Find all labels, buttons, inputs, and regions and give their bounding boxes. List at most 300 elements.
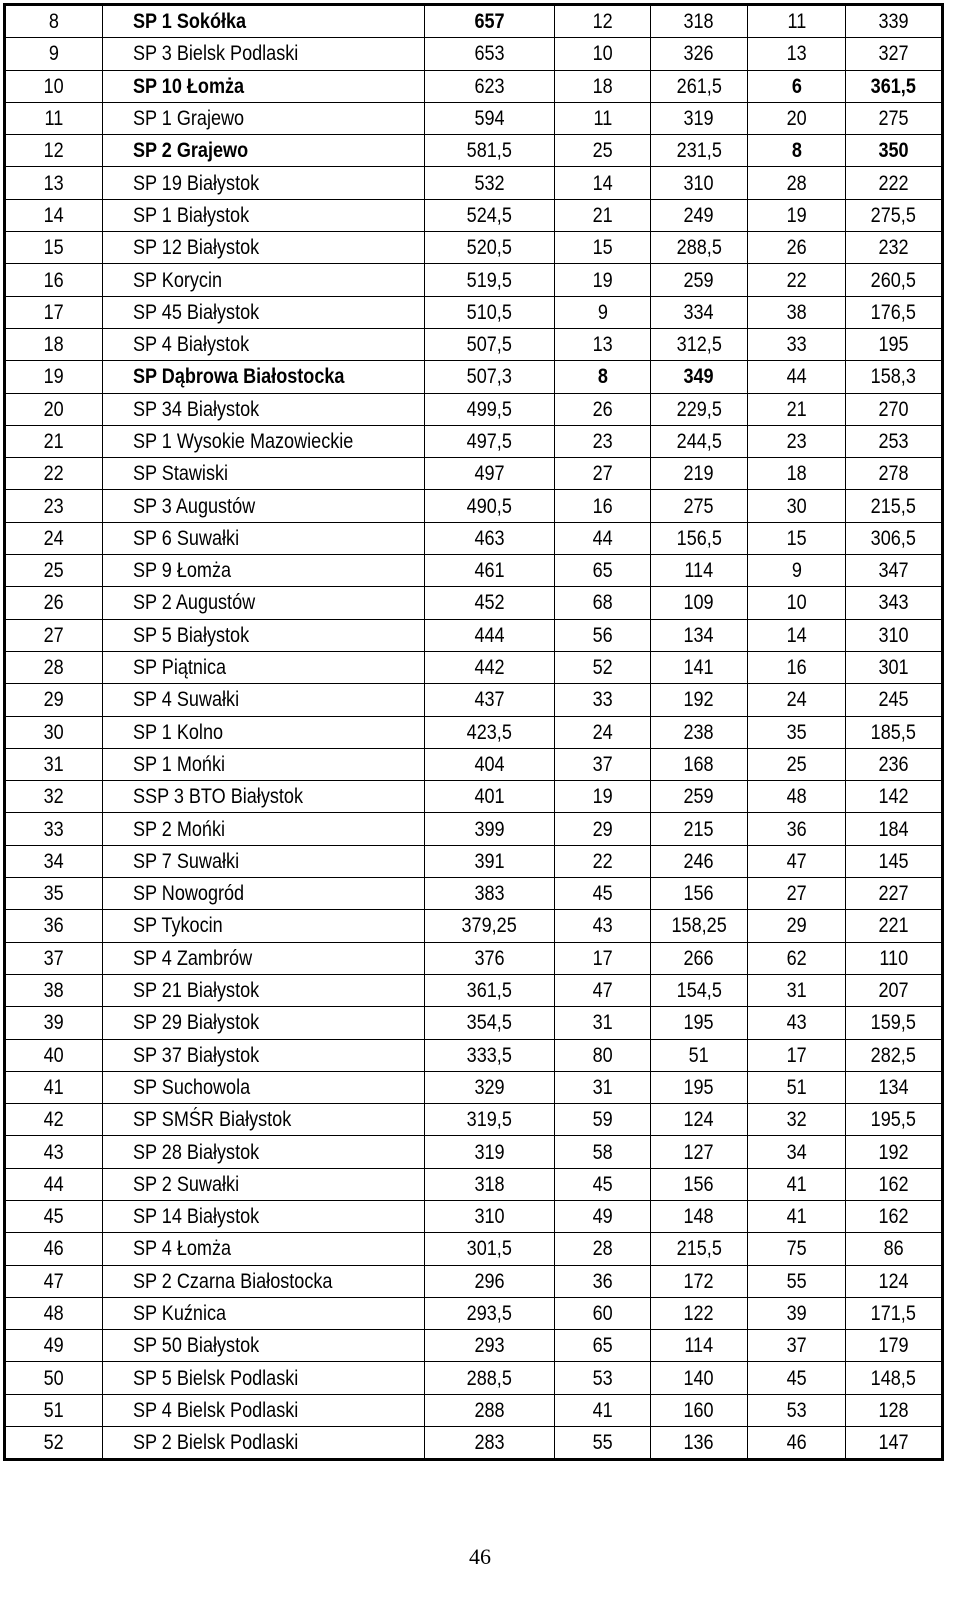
rank-a-cell-text: 13: [592, 333, 613, 357]
total-points-cell-text: 296: [474, 1269, 505, 1293]
school-name-cell-text: SP Suchowola: [133, 1075, 251, 1099]
school-name-cell-text: SP 1 Mońki: [133, 752, 226, 776]
score-b-cell: [846, 716, 943, 748]
rank-cell: [5, 1200, 103, 1232]
rank-cell: [5, 199, 103, 231]
rank-b-cell-text: 15: [786, 526, 807, 550]
school-name-cell: [103, 1104, 425, 1136]
rank-cell-text: 44: [43, 1172, 65, 1196]
rank-b-cell-text: 23: [786, 430, 807, 453]
rank-cell-text: 43: [43, 1140, 65, 1164]
table-row: [5, 1007, 943, 1039]
school-name-cell-text: SSP 3 BTO Białystok: [133, 785, 303, 809]
score-b-cell-text: 232: [878, 236, 909, 260]
total-points-cell-text: 594: [474, 107, 505, 131]
score-a-cell: [651, 1330, 748, 1362]
score-a-cell-text: 249: [683, 203, 715, 227]
school-name-cell: [103, 135, 425, 167]
total-points-cell: [425, 587, 555, 619]
rank-cell: [5, 393, 103, 425]
rank-a-cell-text: 45: [592, 882, 613, 906]
total-points-cell: [425, 296, 555, 328]
table-row: [5, 458, 943, 490]
school-name-cell: [103, 70, 425, 102]
school-name-cell: [103, 1394, 425, 1426]
rank-b-cell: [748, 458, 846, 490]
rank-b-cell-text: 55: [786, 1269, 807, 1293]
rank-b-cell: [748, 974, 846, 1006]
score-b-cell-text: 142: [878, 785, 909, 809]
rank-cell-text: 45: [43, 1205, 65, 1229]
score-b-cell: [846, 522, 943, 554]
rank-b-cell-text: 36: [786, 817, 807, 841]
total-points-cell: [425, 748, 555, 780]
rank-b-cell: [748, 361, 846, 393]
rank-b-cell-text: 28: [786, 171, 807, 195]
table-row: [5, 555, 943, 587]
rank-a-cell-text: 55: [592, 1431, 613, 1455]
rank-b-cell: [748, 264, 846, 296]
rank-cell: [5, 1168, 103, 1200]
rank-b-cell-text: 18: [786, 462, 807, 486]
total-points-cell-text: 657: [474, 10, 505, 34]
score-a-cell-text: 275: [683, 494, 715, 518]
rank-cell-text: 19: [43, 365, 65, 389]
rank-b-cell: [748, 425, 846, 457]
total-points-cell-text: 490,5: [466, 494, 513, 518]
rank-cell-text: 46: [43, 1237, 65, 1261]
score-b-cell: [846, 587, 943, 619]
school-name-cell: [103, 845, 425, 877]
rank-cell-text: 24: [43, 526, 65, 550]
score-b-cell-text: 207: [878, 979, 909, 1003]
rank-cell-text: 39: [43, 1011, 65, 1035]
rank-a-cell-text: 29: [592, 817, 613, 841]
total-points-cell: [425, 393, 555, 425]
total-points-cell-text: 283: [474, 1431, 505, 1455]
score-a-cell: [651, 5, 748, 38]
rank-cell: [5, 1136, 103, 1168]
school-name-cell-text: SP 28 Białystok: [133, 1140, 260, 1164]
score-b-cell: [846, 490, 943, 522]
score-a-cell-text: 266: [683, 946, 715, 970]
school-name-cell-text: SP 19 Białystok: [133, 171, 260, 195]
table-row: [5, 748, 943, 780]
total-points-cell-text: 581,5: [466, 139, 513, 163]
rank-a-cell: [555, 135, 651, 167]
total-points-cell: [425, 264, 555, 296]
rank-a-cell: [555, 748, 651, 780]
rank-b-cell: [748, 619, 846, 651]
school-name-cell-text: SP Piątnica: [133, 656, 227, 680]
results-table-body: [5, 5, 943, 1460]
score-b-cell-text: 347: [878, 559, 909, 583]
score-b-cell-text: 221: [878, 914, 909, 938]
total-points-cell-text: 404: [474, 752, 505, 776]
rank-b-cell: [748, 1168, 846, 1200]
rank-b-cell-text: 19: [786, 203, 807, 227]
score-b-cell-text: 162: [878, 1205, 909, 1229]
score-b-cell: [846, 361, 943, 393]
total-points-cell: [425, 490, 555, 522]
school-name-cell: [103, 748, 425, 780]
score-a-cell: [651, 587, 748, 619]
rank-b-cell-text: 14: [786, 623, 807, 647]
rank-cell: [5, 1233, 103, 1265]
rank-cell: [5, 942, 103, 974]
score-a-cell: [651, 1427, 748, 1460]
rank-cell-text: 38: [43, 979, 65, 1003]
score-a-cell-text: 259: [683, 268, 715, 292]
rank-b-cell-text: 13: [786, 42, 807, 66]
total-points-cell-text: 288,5: [466, 1366, 513, 1390]
rank-a-cell: [555, 1394, 651, 1426]
score-b-cell: [846, 974, 943, 1006]
school-name-cell: [103, 587, 425, 619]
total-points-cell: [425, 813, 555, 845]
total-points-cell: [425, 845, 555, 877]
school-name-cell: [103, 619, 425, 651]
rank-a-cell: [555, 522, 651, 554]
school-name-cell: [103, 1330, 425, 1362]
score-b-cell-text: 171,5: [870, 1302, 917, 1326]
score-a-cell: [651, 458, 748, 490]
rank-b-cell: [748, 1200, 846, 1232]
rank-a-cell: [555, 1071, 651, 1103]
school-name-cell: [103, 1233, 425, 1265]
score-b-cell: [846, 1136, 943, 1168]
score-b-cell-text: 134: [878, 1075, 909, 1099]
score-b-cell: [846, 1168, 943, 1200]
rank-cell: [5, 878, 103, 910]
school-name-cell-text: SP Kuźnica: [133, 1302, 227, 1326]
total-points-cell-text: 497,5: [466, 430, 513, 453]
rank-cell-text: 29: [43, 688, 65, 712]
table-row: [5, 167, 943, 199]
table-row: [5, 587, 943, 619]
total-points-cell-text: 463: [474, 526, 505, 550]
rank-a-cell: [555, 361, 651, 393]
rank-b-cell-text: 35: [786, 720, 807, 744]
score-a-cell-text: 172: [683, 1269, 715, 1293]
rank-b-cell: [748, 587, 846, 619]
score-b-cell: [846, 684, 943, 716]
rank-cell-text: 15: [43, 236, 65, 260]
rank-a-cell-text: 65: [592, 1334, 613, 1358]
rank-cell: [5, 102, 103, 134]
score-b-cell: [846, 910, 943, 942]
rank-cell-text: 23: [43, 494, 65, 518]
rank-a-cell: [555, 1362, 651, 1394]
rank-b-cell-text: 46: [786, 1431, 807, 1455]
table-row: [5, 1104, 943, 1136]
rank-cell: [5, 910, 103, 942]
table-row: [5, 942, 943, 974]
score-b-cell-text: 128: [878, 1398, 909, 1422]
rank-a-cell-text: 31: [592, 1075, 613, 1099]
school-name-cell-text: SP Dąbrowa Białostocka: [133, 365, 345, 389]
total-points-cell-text: 391: [474, 849, 505, 873]
rank-cell-text: 26: [43, 591, 65, 615]
rank-a-cell: [555, 1427, 651, 1460]
rank-b-cell: [748, 1362, 846, 1394]
total-points-cell-text: 499,5: [466, 397, 513, 421]
school-name-cell: [103, 781, 425, 813]
score-b-cell: [846, 102, 943, 134]
table-row: [5, 328, 943, 360]
rank-cell: [5, 845, 103, 877]
rank-b-cell-text: 26: [786, 236, 807, 260]
rank-b-cell-text: 22: [786, 268, 807, 292]
total-points-cell-text: 497: [474, 462, 505, 486]
rank-b-cell: [748, 1039, 846, 1071]
score-b-cell: [846, 555, 943, 587]
school-name-cell-text: SP 12 Białystok: [133, 236, 260, 260]
rank-b-cell-text: 31: [786, 979, 807, 1003]
rank-a-cell-text: 65: [592, 559, 613, 583]
results-table: [3, 3, 944, 1461]
rank-cell: [5, 587, 103, 619]
table-row: [5, 1039, 943, 1071]
score-b-cell-text: 124: [878, 1269, 909, 1293]
rank-b-cell: [748, 845, 846, 877]
score-b-cell: [846, 1427, 943, 1460]
score-b-cell-text: 215,5: [870, 494, 917, 518]
score-b-cell: [846, 264, 943, 296]
score-b-cell: [846, 1233, 943, 1265]
score-a-cell-text: 156,5: [676, 526, 722, 550]
score-a-cell-text: 349: [683, 365, 715, 389]
rank-a-cell: [555, 878, 651, 910]
score-b-cell-text: 270: [878, 397, 909, 421]
rank-b-cell: [748, 1071, 846, 1103]
rank-cell: [5, 328, 103, 360]
rank-a-cell: [555, 5, 651, 38]
score-a-cell-text: 310: [683, 171, 715, 195]
rank-cell: [5, 425, 103, 457]
rank-b-cell: [748, 490, 846, 522]
rank-cell: [5, 619, 103, 651]
total-points-cell: [425, 458, 555, 490]
school-name-cell: [103, 1297, 425, 1329]
rank-b-cell: [748, 716, 846, 748]
score-a-cell-text: 288,5: [676, 236, 722, 260]
score-b-cell: [846, 1039, 943, 1071]
total-points-cell: [425, 1007, 555, 1039]
score-b-cell-text: 176,5: [870, 300, 917, 324]
rank-cell: [5, 38, 103, 70]
score-a-cell-text: 326: [683, 42, 715, 66]
rank-a-cell-text: 21: [592, 203, 613, 227]
total-points-cell: [425, 1071, 555, 1103]
score-a-cell-text: 136: [683, 1431, 715, 1455]
rank-b-cell: [748, 167, 846, 199]
total-points-cell-text: 293,5: [466, 1302, 513, 1326]
score-a-cell: [651, 296, 748, 328]
school-name-cell-text: SP 2 Grajewo: [133, 139, 249, 163]
school-name-cell: [103, 684, 425, 716]
rank-cell: [5, 1362, 103, 1394]
rank-a-cell-text: 8: [597, 365, 608, 389]
score-b-cell-text: 236: [878, 752, 909, 776]
page-number: 46: [469, 1544, 491, 1569]
score-a-cell: [651, 522, 748, 554]
score-b-cell: [846, 70, 943, 102]
rank-b-cell-text: 20: [786, 107, 807, 131]
score-b-cell: [846, 1265, 943, 1297]
total-points-cell-text: 383: [474, 882, 505, 906]
school-name-cell: [103, 522, 425, 554]
rank-a-cell-text: 19: [592, 785, 613, 809]
score-a-cell: [651, 878, 748, 910]
total-points-cell: [425, 70, 555, 102]
total-points-cell-text: 333,5: [466, 1043, 513, 1067]
rank-a-cell: [555, 393, 651, 425]
score-b-cell-text: 275,5: [870, 203, 917, 227]
rank-b-cell: [748, 328, 846, 360]
score-b-cell: [846, 135, 943, 167]
rank-b-cell-text: 37: [786, 1334, 807, 1358]
score-a-cell: [651, 974, 748, 1006]
school-name-cell-text: SP 21 Białystok: [133, 979, 260, 1003]
score-b-cell-text: 310: [878, 623, 909, 647]
rank-b-cell: [748, 813, 846, 845]
total-points-cell: [425, 1168, 555, 1200]
score-b-cell: [846, 232, 943, 264]
rank-cell: [5, 781, 103, 813]
score-b-cell: [846, 5, 943, 38]
school-name-cell-text: SP 29 Białystok: [133, 1011, 260, 1035]
rank-a-cell-text: 19: [592, 268, 613, 292]
rank-b-cell: [748, 199, 846, 231]
total-points-cell: [425, 1233, 555, 1265]
school-name-cell-text: SP 6 Suwałki: [133, 526, 240, 550]
score-b-cell-text: 282,5: [870, 1043, 917, 1067]
school-name-cell-text: SP 34 Białystok: [133, 397, 260, 421]
rank-cell-text: 35: [43, 882, 65, 906]
rank-cell-text: 17: [43, 300, 65, 324]
rank-a-cell: [555, 974, 651, 1006]
score-a-cell: [651, 1168, 748, 1200]
rank-b-cell: [748, 393, 846, 425]
score-a-cell: [651, 845, 748, 877]
total-points-cell: [425, 232, 555, 264]
score-a-cell-text: 259: [683, 785, 715, 809]
score-a-cell-text: 154,5: [676, 979, 722, 1003]
score-a-cell: [651, 361, 748, 393]
score-a-cell: [651, 1136, 748, 1168]
score-b-cell: [846, 199, 943, 231]
rank-cell-text: 42: [43, 1108, 65, 1132]
score-a-cell: [651, 1265, 748, 1297]
total-points-cell: [425, 1265, 555, 1297]
table-row: [5, 684, 943, 716]
score-b-cell-text: 260,5: [870, 268, 917, 292]
table-row: [5, 1362, 943, 1394]
score-a-cell: [651, 490, 748, 522]
school-name-cell: [103, 393, 425, 425]
rank-a-cell: [555, 813, 651, 845]
score-a-cell-text: 109: [683, 591, 715, 615]
rank-a-cell: [555, 1039, 651, 1071]
total-points-cell: [425, 619, 555, 651]
table-row: [5, 878, 943, 910]
total-points-cell-text: 319: [474, 1140, 505, 1164]
total-points-cell: [425, 199, 555, 231]
score-b-cell: [846, 167, 943, 199]
school-name-cell: [103, 264, 425, 296]
total-points-cell-text: 452: [474, 591, 505, 615]
table-row: [5, 135, 943, 167]
score-a-cell-text: 156: [683, 882, 715, 906]
total-points-cell: [425, 425, 555, 457]
rank-a-cell: [555, 264, 651, 296]
score-a-cell-text: 334: [683, 300, 715, 324]
rank-b-cell-text: 43: [786, 1011, 807, 1035]
school-name-cell: [103, 1136, 425, 1168]
rank-a-cell-text: 56: [592, 623, 613, 647]
total-points-cell: [425, 1200, 555, 1232]
school-name-cell-text: SP 2 Bielsk Podlaski: [133, 1431, 299, 1455]
rank-cell: [5, 264, 103, 296]
score-b-cell-text: 195,5: [870, 1108, 917, 1132]
total-points-cell: [425, 781, 555, 813]
school-name-cell-text: SP 2 Augustów: [133, 591, 256, 615]
score-b-cell-text: 162: [878, 1172, 909, 1196]
rank-b-cell-text: 48: [786, 785, 807, 809]
rank-cell: [5, 813, 103, 845]
score-b-cell: [846, 38, 943, 70]
school-name-cell: [103, 199, 425, 231]
rank-a-cell-text: 16: [592, 494, 613, 518]
score-a-cell: [651, 1007, 748, 1039]
total-points-cell: [425, 716, 555, 748]
score-b-cell-text: 185,5: [870, 720, 917, 744]
score-b-cell: [846, 425, 943, 457]
rank-b-cell-text: 27: [786, 882, 807, 906]
rank-b-cell-text: 33: [786, 333, 807, 357]
rank-a-cell-text: 18: [592, 74, 613, 98]
score-a-cell: [651, 70, 748, 102]
total-points-cell-text: 623: [474, 74, 505, 98]
rank-a-cell: [555, 684, 651, 716]
score-a-cell: [651, 1394, 748, 1426]
rank-b-cell-text: 62: [786, 946, 807, 970]
score-b-cell: [846, 393, 943, 425]
rank-b-cell-text: 30: [786, 494, 807, 518]
table-row: [5, 651, 943, 683]
rank-cell: [5, 5, 103, 38]
school-name-cell: [103, 167, 425, 199]
score-a-cell: [651, 264, 748, 296]
rank-b-cell-text: 6: [791, 74, 802, 98]
table-row: [5, 490, 943, 522]
school-name-cell-text: SP 4 Białystok: [133, 333, 250, 357]
rank-a-cell: [555, 38, 651, 70]
total-points-cell-text: 461: [474, 559, 505, 583]
total-points-cell-text: 379,25: [461, 914, 518, 938]
score-b-cell: [846, 781, 943, 813]
score-a-cell-text: 229,5: [676, 397, 722, 421]
score-b-cell-text: 361,5: [870, 74, 917, 98]
rank-cell: [5, 361, 103, 393]
score-a-cell-text: 140: [683, 1366, 715, 1390]
rank-cell-text: 31: [43, 752, 65, 776]
rank-a-cell: [555, 587, 651, 619]
score-b-cell-text: 158,3: [870, 365, 917, 389]
rank-cell-text: 9: [48, 42, 60, 66]
rank-cell: [5, 748, 103, 780]
